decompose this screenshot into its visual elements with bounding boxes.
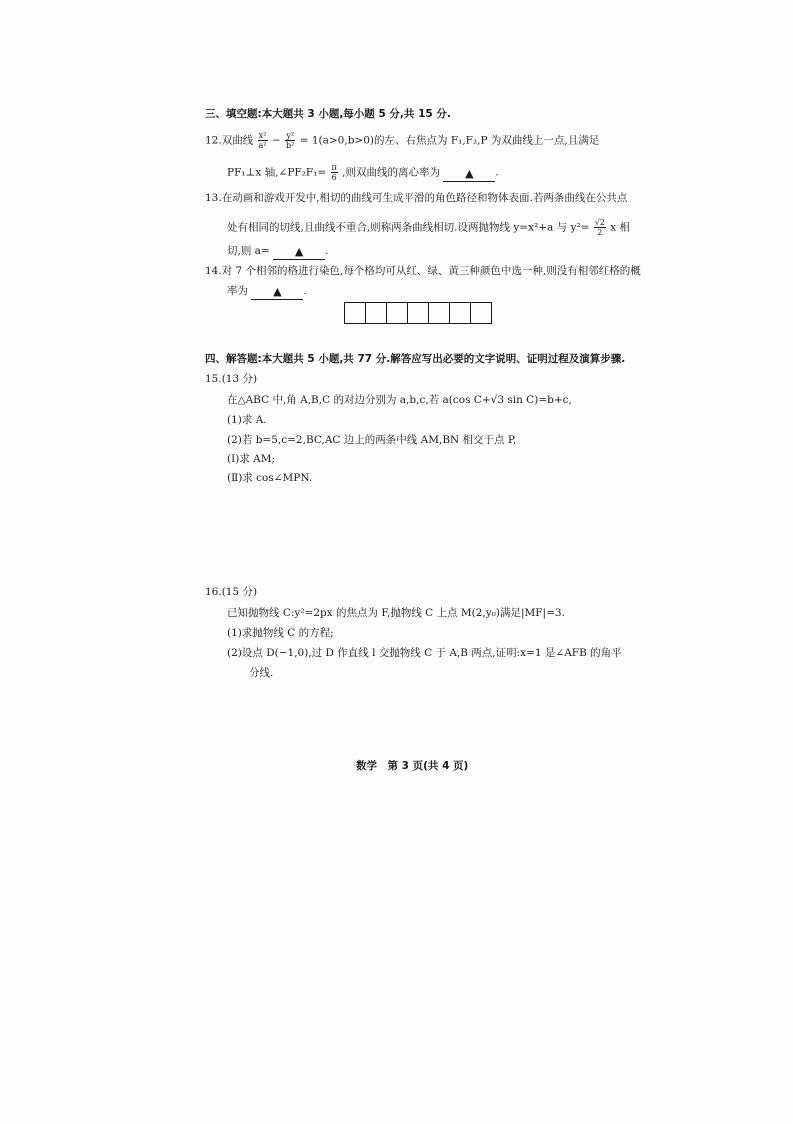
q12-text-d: ,则双曲线的离心率为 [342,166,440,179]
frac-num: y² [286,131,295,140]
q16-part1: (1)求抛物线 C 的方程; [227,627,334,639]
q12-line1 [205,131,599,150]
q12-frac-pi-6 [331,163,338,182]
q14-line1: 14.对 7 个相邻的格进行染色,每个格均可从红、绿、黄三种颜色中选一种,则没有相邻红格的概 [205,265,641,277]
strip-cell [366,303,387,323]
triangle-marker-icon: ▲ [465,166,474,180]
q16-title: 16.(15 分) [205,586,258,598]
frac-num: √2 [594,218,605,227]
seven-cell-strip [344,302,492,324]
q12-text-b: = 1(a>0,b>0)的左、右焦点为 F₁,F₂,P 为双曲线上一点,且满足 [299,134,600,147]
q15-part2-i: (Ⅰ)求 AM; [227,453,276,465]
triangle-marker-icon: ▲ [294,245,304,258]
period: . [495,166,499,179]
q15-part1: (1)求 A. [227,414,267,426]
q14-answer-blank[interactable] [251,285,303,300]
minus-sign: − [271,134,281,147]
q12-line2 [227,163,499,182]
q12-text-c: PF₁⊥x 轴,∠PF₂F₁= [227,166,327,179]
q15-title: 15.(13 分) [205,373,258,385]
q12-answer-blank[interactable] [443,167,495,182]
q12-frac-y2-b2 [285,131,295,150]
q15-part2: (2)若 b=5,c=2,BC,AC 边上的两条中线 AM,BN 相交于点 P, [227,434,517,446]
q16-stem: 已知抛物线 C:y²=2px 的焦点为 F,抛物线 C 上点 M(2,y₀)满足|MF|=3. [227,607,565,619]
q13-answer-blank[interactable] [273,245,325,260]
triangle-marker-icon: ▲ [273,285,282,298]
q15-stem: 在△ABC 中,角 A,B,C 的对边分别为 a,b,c,若 a(cos C+√3 sin C)=b+c, [227,394,572,406]
frac-num: x² [258,131,267,140]
q13-frac-sqrt2-2 [594,218,606,237]
q13-line2 [227,218,630,237]
q15-part2-ii: (Ⅱ)求 cos∠MPN. [227,472,313,484]
section3-heading: 三、填空题:本大题共 3 小题,每小题 5 分,共 15 分. [205,108,451,120]
section4-heading: 四、解答题:本大题共 5 小题,共 77 分.解答应写出必要的文字说明、证明过程及演算步骤. [205,353,626,365]
strip-cell [345,303,366,323]
strip-cell [408,303,429,323]
q13-text-a: 处有相同的切线,且曲线不重合,则称两条曲线相切.设两抛物线 y=x²+a 与 y²= [227,221,590,234]
q13-line3 [227,244,328,259]
frac-den: a² [258,141,267,150]
q14-line2 [227,284,307,299]
frac-den: b² [286,141,295,150]
q13-line1: 13.在动画和游戏开发中,相切的曲线可生成平滑的角色路径和物体表面.若两条曲线在公共点 [205,192,628,204]
q13-text-b: x 相 [610,221,631,234]
strip-cell [471,303,491,323]
q16-part2-line2: 分线. [249,667,274,679]
period: . [325,245,329,257]
q12-text-a: 12.双曲线 [205,134,254,147]
strip-cell [387,303,408,323]
frac-den: 2 [597,228,603,237]
period: . [303,285,307,297]
frac-num: π [331,163,337,172]
frac-den: 6 [331,173,337,182]
q12-frac-x2-a2 [258,131,268,150]
q16-part2-line1: (2)设点 D(−1,0),过 D 作直线 l 交抛物线 C 于 A,B 两点,证明:x=1 是∠AFB 的角平 [227,647,622,659]
page-footer: 数学 第 3 页(共 4 页) [356,760,469,772]
q13-text-c: 切,则 a= [227,245,270,257]
strip-cell [450,303,471,323]
q14-text-a: 率为 [227,285,248,297]
strip-cell [429,303,450,323]
